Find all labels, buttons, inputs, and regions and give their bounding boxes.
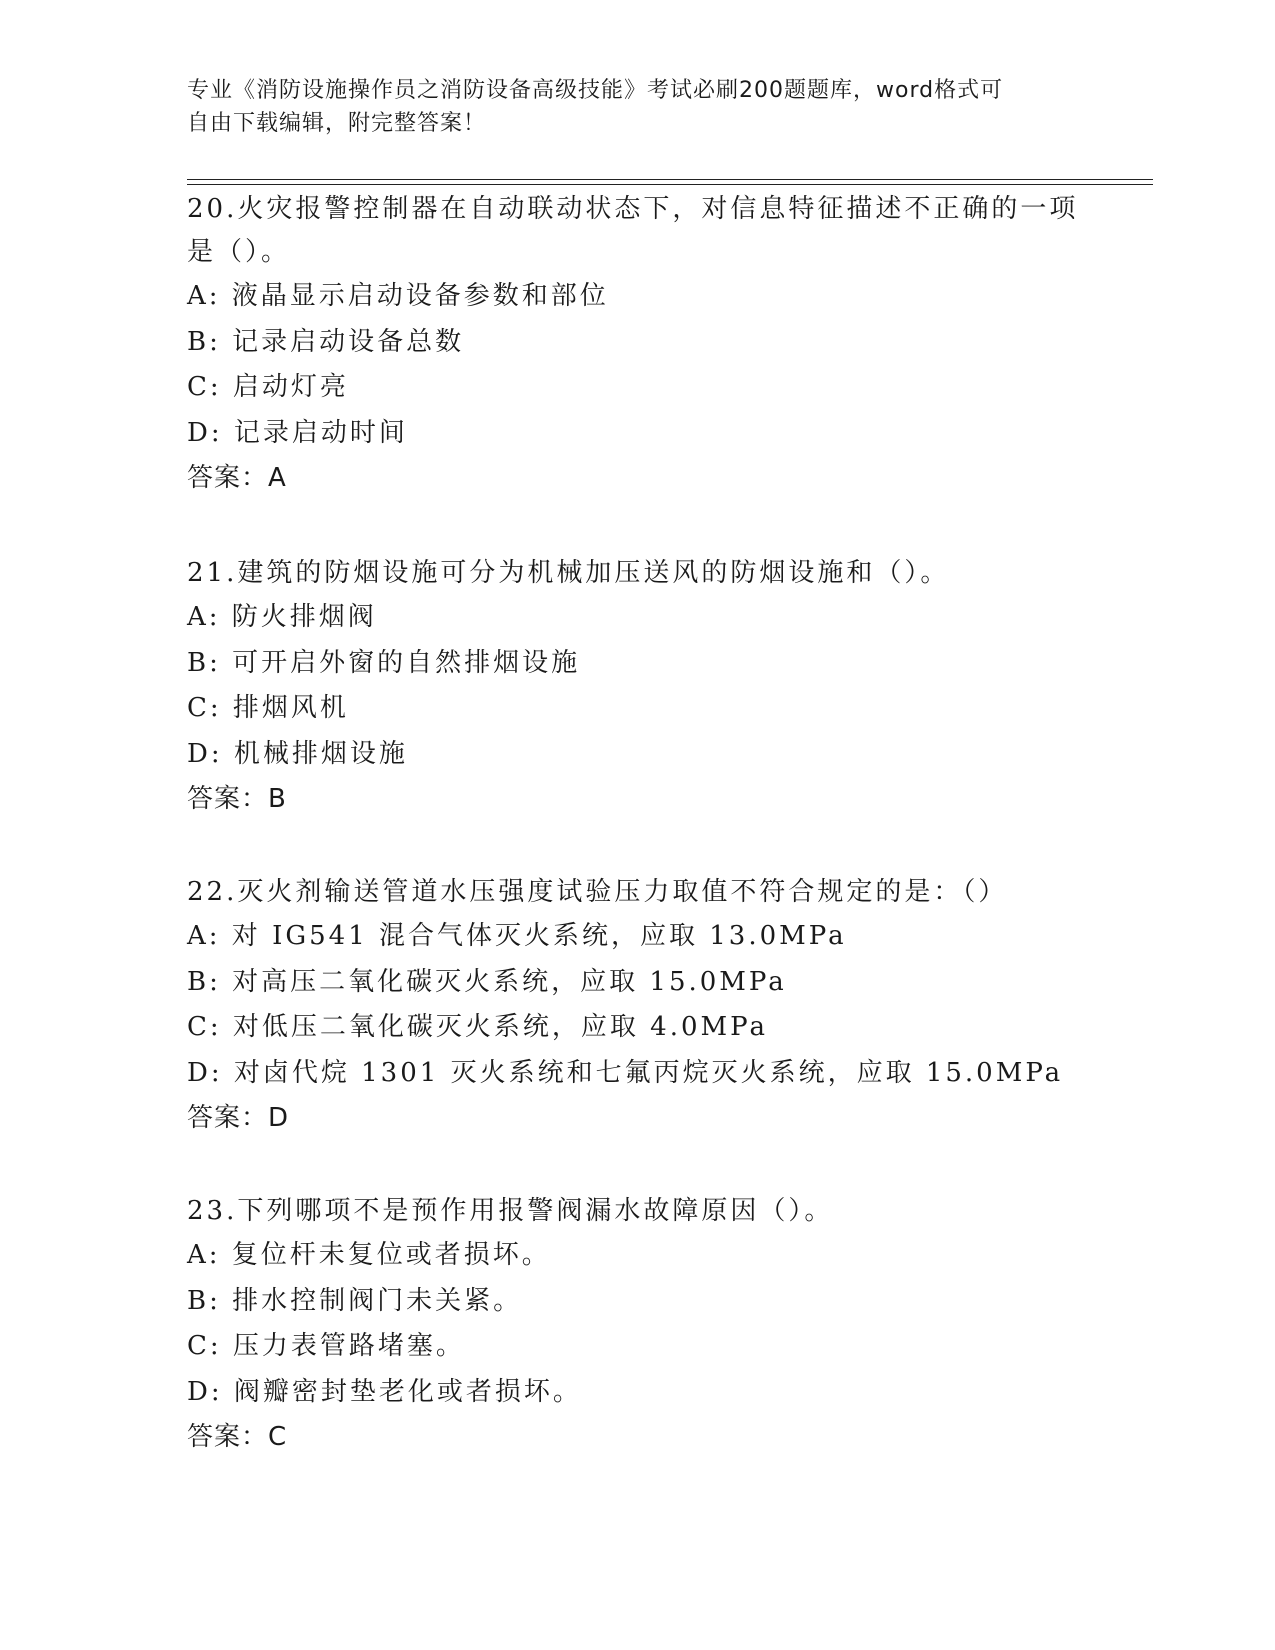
option-b: B: 对高压二氧化碳灭火系统，应取 15.0MPa <box>187 966 787 997</box>
question-stem: 22.灭火剂输送管道水压强度试验压力取值不符合规定的是：（） <box>187 877 1008 907</box>
option-a: A: 复位杆未复位或者损坏。 <box>187 1240 551 1270</box>
question-stem: 21.建筑的防烟设施可分为机械加压送风的防烟设施和（）。 <box>187 558 950 588</box>
question-20 <box>187 188 1087 500</box>
option-d: D: 机械排烟设施 <box>187 738 408 769</box>
header-divider-top <box>187 179 1153 180</box>
option-c: C: 压力表管路堵塞。 <box>187 1331 465 1361</box>
option-b: B: 记录启动设备总数 <box>187 326 465 357</box>
document-header <box>187 74 1067 140</box>
question-stem-continued: 是（）。 <box>187 237 291 267</box>
question-22 <box>187 871 1087 1140</box>
option-c: C: 对低压二氧化碳灭火系统，应取 4.0MPa <box>187 1012 768 1042</box>
question-stem: 23.下列哪项不是预作用报警阀漏水故障原因（）。 <box>187 1196 834 1226</box>
option-a: A: 防火排烟阀 <box>187 602 377 632</box>
option-d: D: 阀瓣密封垫老化或者损坏。 <box>187 1376 582 1407</box>
option-b: B: 排水控制阀门未关紧。 <box>187 1285 523 1316</box>
answer: 答案：D <box>187 1103 290 1133</box>
answer: 答案：C <box>187 1422 288 1452</box>
option-d: D: 对卤代烷 1301 灭火系统和七氟丙烷灭火系统，应取 15.0MPa <box>187 1057 1064 1088</box>
header-divider-bottom <box>187 184 1153 185</box>
option-a: A: 液晶显示启动设备参数和部位 <box>187 281 609 311</box>
option-d: D: 记录启动时间 <box>187 417 408 448</box>
header-line-1: 专业《消防设施操作员之消防设备高级技能》考试必刷200题题库，word格式可 <box>187 78 1004 103</box>
header-line-2: 自由下载编辑，附完整答案！ <box>187 111 487 136</box>
question-21 <box>187 552 1087 821</box>
option-a: A: 对 IG541 混合气体灭火系统，应取 13.0MPa <box>187 921 847 951</box>
question-stem: 20.火灾报警控制器在自动联动状态下，对信息特征描述不正确的一项 <box>187 194 1079 224</box>
option-c: C: 排烟风机 <box>187 693 349 723</box>
answer: 答案：A <box>187 463 287 493</box>
question-23 <box>187 1190 1087 1459</box>
option-b: B: 可开启外窗的自然排烟设施 <box>187 647 581 678</box>
answer: 答案：B <box>187 784 287 814</box>
option-c: C: 启动灯亮 <box>187 372 349 402</box>
